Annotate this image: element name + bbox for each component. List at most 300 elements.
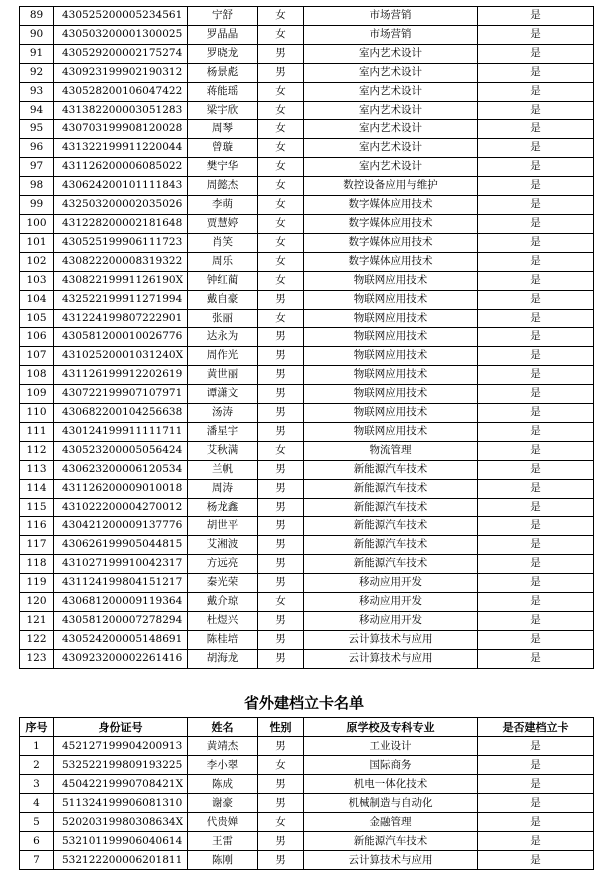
major-cell: 物联网应用技术 — [304, 404, 478, 423]
row-number-cell: 98 — [20, 177, 54, 196]
gender-cell: 女 — [258, 196, 304, 215]
id-number-cell: 430624200101111843 — [54, 177, 188, 196]
row-number-cell: 112 — [20, 441, 54, 460]
student-name-cell: 周作光 — [188, 347, 258, 366]
table-header-row — [20, 718, 594, 737]
student-name-cell: 周乐 — [188, 252, 258, 271]
archived-flag-cell: 是 — [478, 832, 594, 851]
header-name: 姓名 — [188, 718, 258, 737]
archived-flag-cell: 是 — [478, 290, 594, 309]
id-number-cell: 430581200007278294 — [54, 612, 188, 631]
id-number-cell: 430421200009137776 — [54, 517, 188, 536]
id-number-cell: 432503200002035026 — [54, 196, 188, 215]
student-name-cell: 肖笑 — [188, 233, 258, 252]
major-cell: 物联网应用技术 — [304, 328, 478, 347]
table-row — [20, 737, 594, 756]
id-number-cell: 431228200002181648 — [54, 214, 188, 233]
gender-cell: 男 — [258, 498, 304, 517]
table-row — [20, 63, 594, 82]
archived-flag-cell: 是 — [478, 328, 594, 347]
table-row — [20, 498, 594, 517]
gender-cell: 女 — [258, 7, 304, 26]
table-row — [20, 404, 594, 423]
row-number-cell: 108 — [20, 366, 54, 385]
id-number-cell: 431126200009010018 — [54, 479, 188, 498]
row-number-cell: 94 — [20, 101, 54, 120]
gender-cell: 女 — [258, 441, 304, 460]
row-number-cell: 109 — [20, 385, 54, 404]
student-name-cell: 宁舒 — [188, 7, 258, 26]
student-name-cell: 罗晓龙 — [188, 44, 258, 63]
table-row — [20, 832, 594, 851]
major-cell: 移动应用开发 — [304, 612, 478, 631]
gender-cell: 男 — [258, 574, 304, 593]
row-number-cell: 99 — [20, 196, 54, 215]
gender-cell: 男 — [258, 347, 304, 366]
student-name-cell: 蒋能瑶 — [188, 82, 258, 101]
archived-flag-cell: 是 — [478, 196, 594, 215]
archived-flag-cell: 是 — [478, 309, 594, 328]
id-number-cell: 430529200002175274 — [54, 44, 188, 63]
gender-cell: 女 — [258, 271, 304, 290]
table-row — [20, 479, 594, 498]
table-row — [20, 7, 594, 26]
major-cell: 数字媒体应用技术 — [304, 233, 478, 252]
major-cell: 云计算技术与应用 — [304, 630, 478, 649]
major-cell: 新能源汽车技术 — [304, 460, 478, 479]
major-cell: 室内艺术设计 — [304, 139, 478, 158]
gender-cell: 男 — [258, 460, 304, 479]
archived-flag-cell: 是 — [478, 347, 594, 366]
student-name-cell: 梁宇欣 — [188, 101, 258, 120]
student-name-cell: 达永为 — [188, 328, 258, 347]
table-row — [20, 82, 594, 101]
gender-cell: 男 — [258, 44, 304, 63]
major-cell: 物联网应用技术 — [304, 385, 478, 404]
archived-flag-cell: 是 — [478, 794, 594, 813]
id-number-cell: 532522199809193225 — [54, 756, 188, 775]
row-number-cell: 1 — [20, 737, 54, 756]
student-name-cell: 陈桂培 — [188, 630, 258, 649]
student-name-cell: 王雷 — [188, 832, 258, 851]
archived-flag-cell: 是 — [478, 441, 594, 460]
id-number-cell: 430923200002261416 — [54, 649, 188, 668]
table-row — [20, 536, 594, 555]
row-number-cell: 110 — [20, 404, 54, 423]
student-name-cell: 胡海龙 — [188, 649, 258, 668]
row-number-cell: 104 — [20, 290, 54, 309]
row-number-cell: 114 — [20, 479, 54, 498]
gender-cell: 女 — [258, 82, 304, 101]
student-name-cell: 谢豪 — [188, 794, 258, 813]
table-row — [20, 347, 594, 366]
row-number-cell: 106 — [20, 328, 54, 347]
major-cell: 新能源汽车技术 — [304, 832, 478, 851]
row-number-cell: 121 — [20, 612, 54, 631]
id-number-cell: 430523200005056424 — [54, 441, 188, 460]
row-number-cell: 95 — [20, 120, 54, 139]
major-cell: 新能源汽车技术 — [304, 479, 478, 498]
major-cell: 金融管理 — [304, 813, 478, 832]
id-number-cell: 511324199906081310 — [54, 794, 188, 813]
major-cell: 数控设备应用与维护 — [304, 177, 478, 196]
student-name-cell: 周涛 — [188, 479, 258, 498]
student-name-cell: 张丽 — [188, 309, 258, 328]
major-cell: 室内艺术设计 — [304, 101, 478, 120]
gender-cell: 男 — [258, 366, 304, 385]
table-row — [20, 44, 594, 63]
out-of-province-students-table — [19, 717, 594, 870]
table-row — [20, 441, 594, 460]
row-number-cell: 89 — [20, 7, 54, 26]
gender-cell: 女 — [258, 309, 304, 328]
archived-flag-cell: 是 — [478, 498, 594, 517]
id-number-cell: 432522199911271994 — [54, 290, 188, 309]
student-name-cell: 方远亮 — [188, 555, 258, 574]
major-cell: 新能源汽车技术 — [304, 536, 478, 555]
major-cell: 物联网应用技术 — [304, 271, 478, 290]
major-cell: 室内艺术设计 — [304, 82, 478, 101]
table-row — [20, 252, 594, 271]
gender-cell: 男 — [258, 328, 304, 347]
archived-flag-cell: 是 — [478, 422, 594, 441]
table-row — [20, 593, 594, 612]
gender-cell: 女 — [258, 158, 304, 177]
gender-cell: 男 — [258, 404, 304, 423]
student-name-cell: 潘星宇 — [188, 422, 258, 441]
row-number-cell: 101 — [20, 233, 54, 252]
table-row — [20, 649, 594, 668]
gender-cell: 男 — [258, 794, 304, 813]
archived-flag-cell: 是 — [478, 214, 594, 233]
archived-flag-cell: 是 — [478, 630, 594, 649]
row-number-cell: 122 — [20, 630, 54, 649]
section-title: 省外建档立卡名单 — [243, 694, 364, 712]
major-cell: 室内艺术设计 — [304, 158, 478, 177]
table-row — [20, 233, 594, 252]
student-name-cell: 李萌 — [188, 196, 258, 215]
student-name-cell: 兰帆 — [188, 460, 258, 479]
row-number-cell: 5 — [20, 813, 54, 832]
archived-flag-cell: 是 — [478, 404, 594, 423]
row-number-cell: 120 — [20, 593, 54, 612]
major-cell: 新能源汽车技术 — [304, 498, 478, 517]
student-name-cell: 贾慧婷 — [188, 214, 258, 233]
row-number-cell: 102 — [20, 252, 54, 271]
student-name-cell: 秦光荣 — [188, 574, 258, 593]
archived-flag-cell: 是 — [478, 737, 594, 756]
row-number-cell: 111 — [20, 422, 54, 441]
archived-flag-cell: 是 — [478, 44, 594, 63]
table-row — [20, 158, 594, 177]
id-number-cell: 430503200001300025 — [54, 25, 188, 44]
student-name-cell: 代贵婵 — [188, 813, 258, 832]
archived-flag-cell: 是 — [478, 101, 594, 120]
row-number-cell: 6 — [20, 832, 54, 851]
major-cell: 机械制造与自动化 — [304, 794, 478, 813]
archived-flag-cell: 是 — [478, 385, 594, 404]
id-number-cell: 431027199910042317 — [54, 555, 188, 574]
row-number-cell: 123 — [20, 649, 54, 668]
student-name-cell: 周懿杰 — [188, 177, 258, 196]
table-row — [20, 460, 594, 479]
id-number-cell: 452127199904200913 — [54, 737, 188, 756]
row-number-cell: 3 — [20, 775, 54, 794]
table-row — [20, 813, 594, 832]
table-row — [20, 612, 594, 631]
table-row — [20, 794, 594, 813]
row-number-cell: 107 — [20, 347, 54, 366]
major-cell: 机电一体化技术 — [304, 775, 478, 794]
id-number-cell: 532122200006201811 — [54, 851, 188, 870]
gender-cell: 女 — [258, 177, 304, 196]
provincial-students-table — [19, 6, 594, 669]
header-major: 原学校及专科专业 — [304, 718, 478, 737]
row-number-cell: 117 — [20, 536, 54, 555]
table-row — [20, 555, 594, 574]
row-number-cell: 100 — [20, 214, 54, 233]
major-cell: 物流管理 — [304, 441, 478, 460]
table-row — [20, 25, 594, 44]
id-number-cell: 430722199907107971 — [54, 385, 188, 404]
student-name-cell: 黄世丽 — [188, 366, 258, 385]
archived-flag-cell: 是 — [478, 593, 594, 612]
student-name-cell: 艾秋满 — [188, 441, 258, 460]
row-number-cell: 96 — [20, 139, 54, 158]
student-name-cell: 黄靖杰 — [188, 737, 258, 756]
table-row — [20, 328, 594, 347]
gender-cell: 男 — [258, 612, 304, 631]
archived-flag-cell: 是 — [478, 139, 594, 158]
gender-cell: 男 — [258, 851, 304, 870]
gender-cell: 女 — [258, 593, 304, 612]
row-number-cell: 93 — [20, 82, 54, 101]
major-cell: 数字媒体应用技术 — [304, 252, 478, 271]
archived-flag-cell: 是 — [478, 536, 594, 555]
major-cell: 国际商务 — [304, 756, 478, 775]
id-number-cell: 430581200010026776 — [54, 328, 188, 347]
gender-cell: 男 — [258, 479, 304, 498]
id-number-cell: 430682200104256638 — [54, 404, 188, 423]
major-cell: 新能源汽车技术 — [304, 555, 478, 574]
header-id: 身份证号 — [54, 718, 188, 737]
id-number-cell: 430623200006120534 — [54, 460, 188, 479]
gender-cell: 男 — [258, 385, 304, 404]
id-number-cell: 430525200005234561 — [54, 7, 188, 26]
id-number-cell: 52020319980308634X — [54, 813, 188, 832]
major-cell: 物联网应用技术 — [304, 347, 478, 366]
major-cell: 云计算技术与应用 — [304, 851, 478, 870]
gender-cell: 男 — [258, 775, 304, 794]
row-number-cell: 116 — [20, 517, 54, 536]
table-row — [20, 574, 594, 593]
id-number-cell: 431126199912202619 — [54, 366, 188, 385]
row-number-cell: 7 — [20, 851, 54, 870]
student-name-cell: 杨龙鑫 — [188, 498, 258, 517]
gender-cell: 男 — [258, 630, 304, 649]
major-cell: 物联网应用技术 — [304, 309, 478, 328]
header-file: 是否建档立卡 — [478, 718, 594, 737]
archived-flag-cell: 是 — [478, 252, 594, 271]
table-row — [20, 101, 594, 120]
table-row — [20, 385, 594, 404]
major-cell: 室内艺术设计 — [304, 44, 478, 63]
major-cell: 市场营销 — [304, 25, 478, 44]
row-number-cell: 91 — [20, 44, 54, 63]
student-name-cell: 汤涛 — [188, 404, 258, 423]
gender-cell: 男 — [258, 422, 304, 441]
gender-cell: 女 — [258, 25, 304, 44]
major-cell: 移动应用开发 — [304, 574, 478, 593]
student-name-cell: 樊宁华 — [188, 158, 258, 177]
table-row — [20, 271, 594, 290]
row-number-cell: 2 — [20, 756, 54, 775]
archived-flag-cell: 是 — [478, 479, 594, 498]
archived-flag-cell: 是 — [478, 63, 594, 82]
archived-flag-cell: 是 — [478, 233, 594, 252]
archived-flag-cell: 是 — [478, 612, 594, 631]
gender-cell: 男 — [258, 832, 304, 851]
table-row — [20, 309, 594, 328]
archived-flag-cell: 是 — [478, 756, 594, 775]
major-cell: 物联网应用技术 — [304, 366, 478, 385]
gender-cell: 女 — [258, 252, 304, 271]
id-number-cell: 431022200004270012 — [54, 498, 188, 517]
id-number-cell: 430525199906111723 — [54, 233, 188, 252]
id-number-cell: 532101199906040614 — [54, 832, 188, 851]
student-name-cell: 杨景彪 — [188, 63, 258, 82]
major-cell: 移动应用开发 — [304, 593, 478, 612]
table-row — [20, 139, 594, 158]
id-number-cell: 43102520001031240X — [54, 347, 188, 366]
student-name-cell: 艾湘波 — [188, 536, 258, 555]
gender-cell: 女 — [258, 813, 304, 832]
archived-flag-cell: 是 — [478, 574, 594, 593]
student-name-cell: 戴介琼 — [188, 593, 258, 612]
table-row — [20, 196, 594, 215]
student-name-cell: 陈成 — [188, 775, 258, 794]
student-name-cell: 胡世平 — [188, 517, 258, 536]
id-number-cell: 431224199807222901 — [54, 309, 188, 328]
major-cell: 室内艺术设计 — [304, 120, 478, 139]
row-number-cell: 97 — [20, 158, 54, 177]
id-number-cell: 430923199902190312 — [54, 63, 188, 82]
archived-flag-cell: 是 — [478, 25, 594, 44]
archived-flag-cell: 是 — [478, 851, 594, 870]
gender-cell: 男 — [258, 649, 304, 668]
major-cell: 云计算技术与应用 — [304, 649, 478, 668]
id-number-cell: 431124199804151217 — [54, 574, 188, 593]
id-number-cell: 430822200008319322 — [54, 252, 188, 271]
table-row — [20, 851, 594, 870]
gender-cell: 男 — [258, 63, 304, 82]
archived-flag-cell: 是 — [478, 649, 594, 668]
header-no: 序号 — [20, 718, 54, 737]
id-number-cell: 430124199911111711 — [54, 422, 188, 441]
row-number-cell: 90 — [20, 25, 54, 44]
student-name-cell: 钟红蔺 — [188, 271, 258, 290]
gender-cell: 男 — [258, 536, 304, 555]
gender-cell: 女 — [258, 120, 304, 139]
major-cell: 新能源汽车技术 — [304, 517, 478, 536]
archived-flag-cell: 是 — [478, 177, 594, 196]
gender-cell: 女 — [258, 139, 304, 158]
archived-flag-cell: 是 — [478, 271, 594, 290]
table-row — [20, 290, 594, 309]
id-number-cell: 431322199911220044 — [54, 139, 188, 158]
archived-flag-cell: 是 — [478, 158, 594, 177]
major-cell: 物联网应用技术 — [304, 422, 478, 441]
archived-flag-cell: 是 — [478, 120, 594, 139]
row-number-cell: 105 — [20, 309, 54, 328]
student-name-cell: 戴自豪 — [188, 290, 258, 309]
major-cell: 室内艺术设计 — [304, 63, 478, 82]
major-cell: 物联网应用技术 — [304, 290, 478, 309]
table-row — [20, 775, 594, 794]
id-number-cell: 430524200005148691 — [54, 630, 188, 649]
major-cell: 市场营销 — [304, 7, 478, 26]
provincial-students-table-body — [20, 7, 594, 669]
row-number-cell: 115 — [20, 498, 54, 517]
gender-cell: 男 — [258, 290, 304, 309]
archived-flag-cell: 是 — [478, 517, 594, 536]
major-cell: 数字媒体应用技术 — [304, 214, 478, 233]
major-cell: 工业设计 — [304, 737, 478, 756]
table-row — [20, 517, 594, 536]
gender-cell: 男 — [258, 555, 304, 574]
table-row — [20, 214, 594, 233]
id-number-cell: 45042219990708421X — [54, 775, 188, 794]
gender-cell: 女 — [258, 214, 304, 233]
table-row — [20, 120, 594, 139]
gender-cell: 男 — [258, 517, 304, 536]
student-name-cell: 罗晶晶 — [188, 25, 258, 44]
id-number-cell: 430703199908120028 — [54, 120, 188, 139]
archived-flag-cell: 是 — [478, 82, 594, 101]
archived-flag-cell: 是 — [478, 7, 594, 26]
row-number-cell: 119 — [20, 574, 54, 593]
student-name-cell: 周琴 — [188, 120, 258, 139]
table-row — [20, 177, 594, 196]
id-number-cell: 431382200003051283 — [54, 101, 188, 120]
id-number-cell: 431126200006085022 — [54, 158, 188, 177]
table-row — [20, 630, 594, 649]
archived-flag-cell: 是 — [478, 460, 594, 479]
row-number-cell: 4 — [20, 794, 54, 813]
archived-flag-cell: 是 — [478, 775, 594, 794]
id-number-cell: 43082219991126190X — [54, 271, 188, 290]
row-number-cell: 118 — [20, 555, 54, 574]
id-number-cell: 430626199905044815 — [54, 536, 188, 555]
table-row — [20, 422, 594, 441]
row-number-cell: 103 — [20, 271, 54, 290]
out-of-province-students-table-body — [20, 737, 594, 870]
gender-cell: 男 — [258, 737, 304, 756]
student-name-cell: 李小翠 — [188, 756, 258, 775]
student-name-cell: 陈刚 — [188, 851, 258, 870]
student-name-cell: 曾璇 — [188, 139, 258, 158]
id-number-cell: 430528200106047422 — [54, 82, 188, 101]
row-number-cell: 92 — [20, 63, 54, 82]
gender-cell: 女 — [258, 101, 304, 120]
major-cell: 数字媒体应用技术 — [304, 196, 478, 215]
table-row — [20, 756, 594, 775]
student-name-cell: 杜煜兴 — [188, 612, 258, 631]
header-gender: 性别 — [258, 718, 304, 737]
gender-cell: 女 — [258, 233, 304, 252]
gender-cell: 女 — [258, 756, 304, 775]
id-number-cell: 430681200009119364 — [54, 593, 188, 612]
